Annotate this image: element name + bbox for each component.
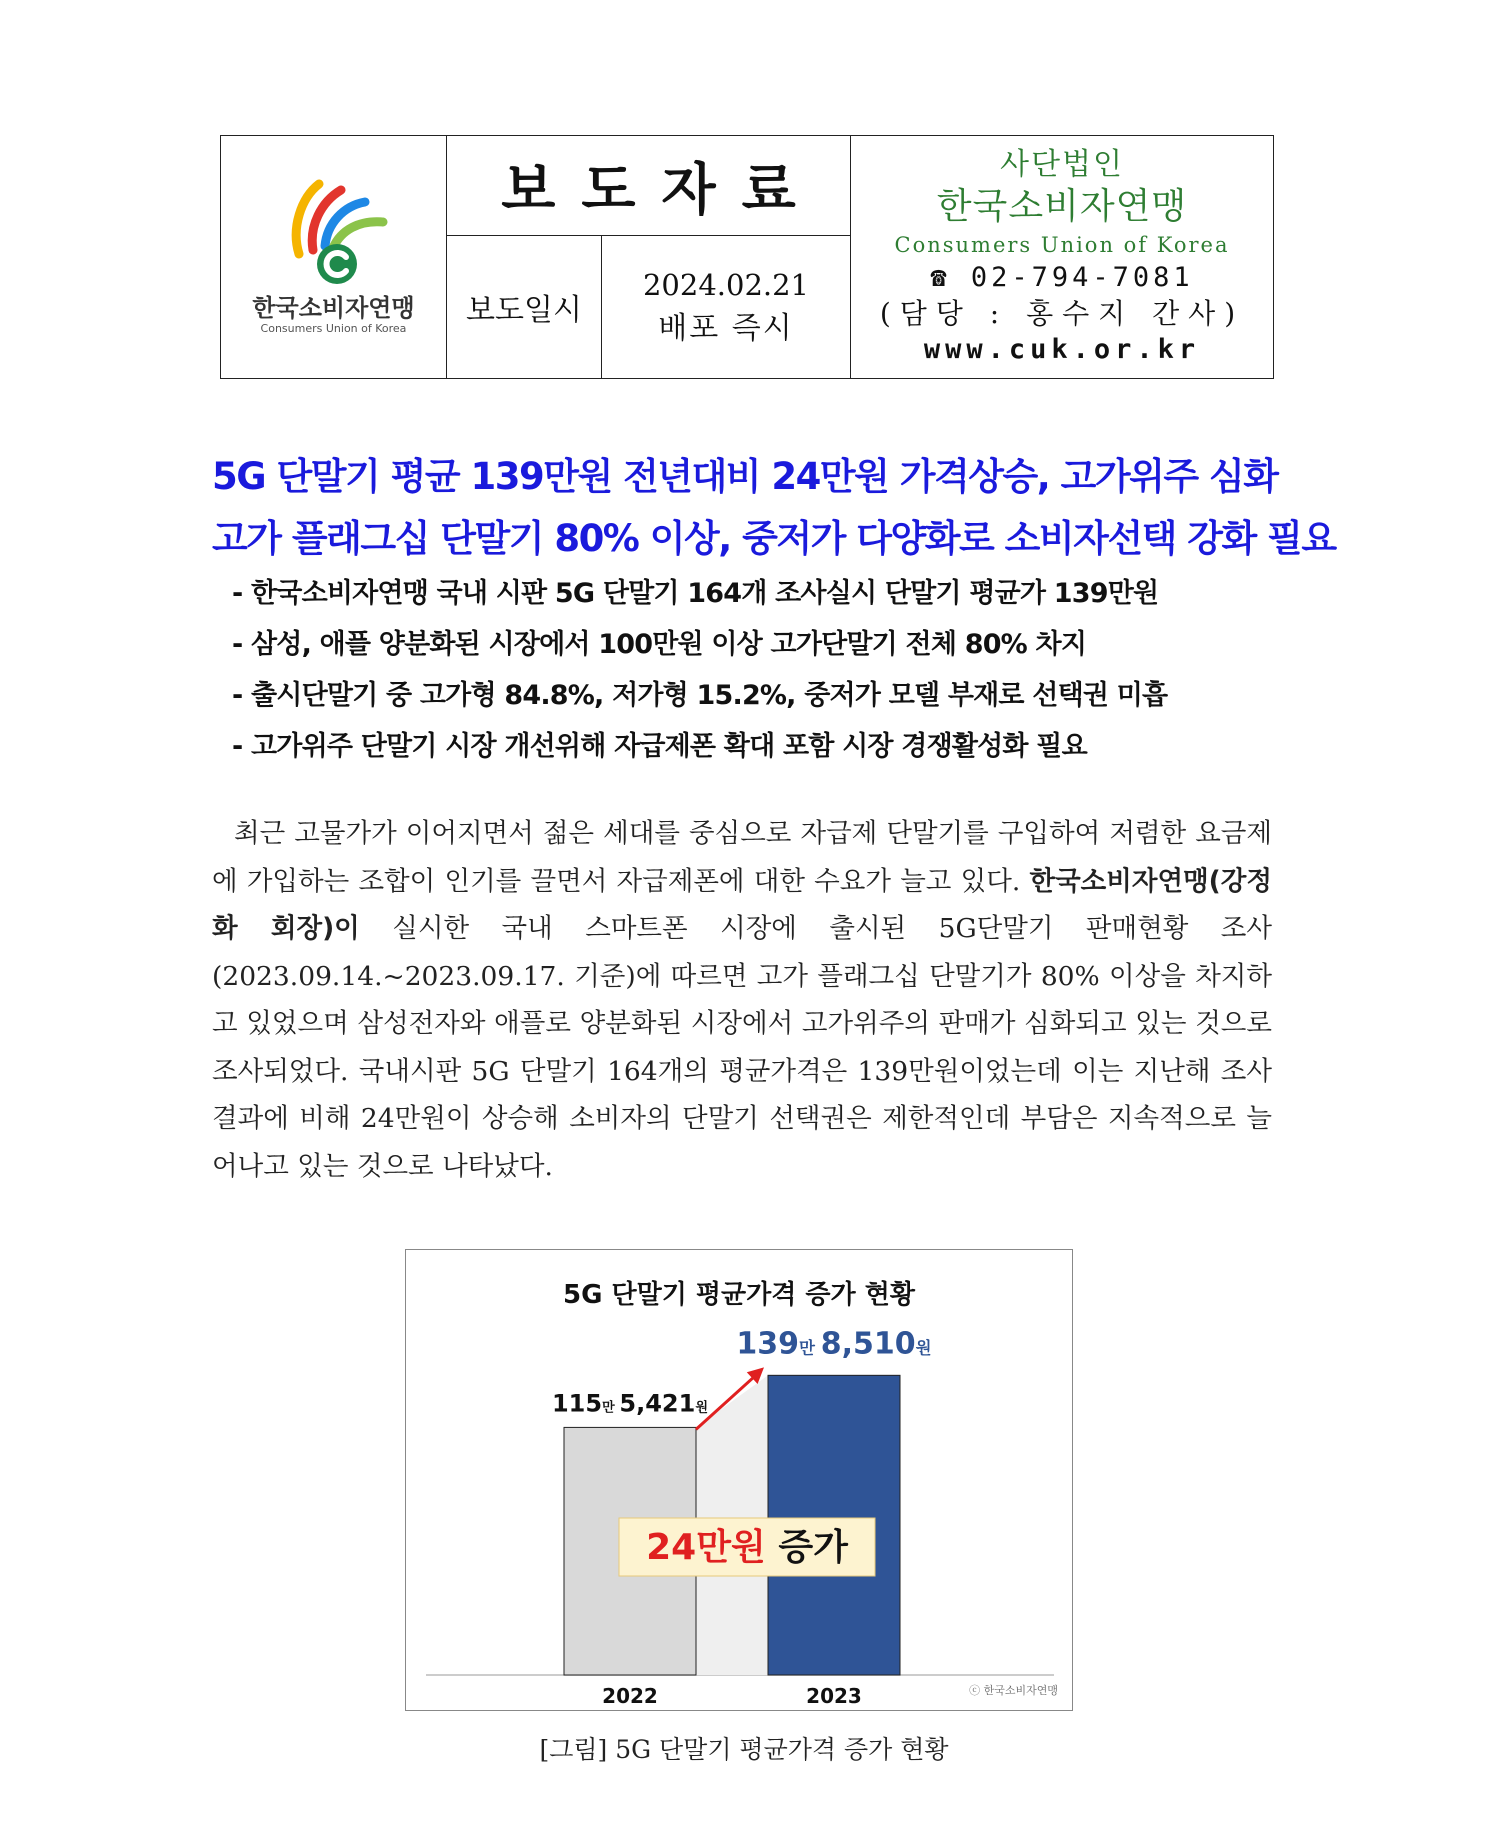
bullet-item: - 출시단말기 중 고가형 84.8%, 저가형 15.2%, 중저가 모델 부재로 선택권 미흡 [232,680,1168,711]
price-chart [405,1249,1073,1711]
chart-copyright: ⓒ 한국소비자연맹 [969,1684,1058,1697]
increase-amount: 24만원 [646,1527,779,1568]
title-cell [447,136,851,236]
logo-cell [221,136,447,378]
figure-caption: [그림] 5G 단말기 평균가격 증가 현황 [539,1735,949,1764]
website-link[interactable]: www.cuk.or.kr [923,334,1201,365]
release-date: 2024.02.21 [642,268,810,302]
bullet-item: - 삼성, 애플 양분화된 시장에서 100만원 이상 고가단말기 전체 80% 차지 [232,629,1087,660]
bullet-item: - 고가위주 단말기 시장 개선위해 자급제폰 확대 포함 시장 경쟁활성화 필요 [232,731,1087,762]
press-header-table [220,135,1274,379]
chart-title: 5G 단말기 평균가격 증가 현황 [563,1280,915,1310]
body-bold-org: 한국소비자연맹(강정화 회장)이 [212,865,1272,944]
org-type: 사단법인 [1000,147,1124,182]
data-label-part: 115 [551,1389,603,1418]
logo-name-en: Consumers Union of Korea [260,322,407,335]
data-label-part: 8,510 [820,1326,916,1362]
data-label-part: 원 [915,1338,932,1358]
increase-word: 증가 [778,1527,848,1568]
date-label: 보도일시 [466,293,582,328]
data-label-2022 [552,1389,708,1417]
data-label-part: 만 [602,1400,620,1416]
x-tick-label: 2023 [806,1684,862,1708]
body-paragraph [212,810,1272,1190]
logo-name-ko: 한국소비자연맹 [252,294,415,322]
date-cell [602,236,851,378]
headline-line-2: 고가 플래그십 단말기 80% 이상, 중저가 다양화로 소비자선택 강화 필요 [212,517,1336,560]
org-cell [851,136,1273,378]
data-label-part: 139 [736,1326,800,1362]
date-label-cell [447,236,602,378]
org-name-en: Consumers Union of Korea [894,233,1230,257]
phone-number: ☎ 02-794-7081 [930,262,1194,293]
data-label-2023 [736,1326,931,1361]
cuk-logo-icon [279,176,389,286]
distribution-note: 배포 즉시 [658,311,794,346]
data-label-part: 5,421 [619,1389,696,1418]
data-label-part: 만 [799,1338,821,1358]
org-name-ko: 한국소비자연맹 [936,186,1188,227]
bullet-item: - 한국소비자연맹 국내 시판 5G 단말기 164개 조사실시 단말기 평균가 139만원 [232,578,1159,609]
headline-line-1: 5G 단말기 평균 139만원 전년대비 24만원 가격상승, 고가위주 심화 [212,455,1278,498]
x-tick-label: 2022 [602,1684,658,1708]
chart-plot [406,1250,1074,1712]
summary-bullets [232,568,1272,772]
increase-annotation-text [646,1526,849,1568]
body-text-1: 최근 고물가가 이어지면서 젊은 세대를 중심으로 자급제 단말기를 구입하여 저렴한 요금제에 가입하는 조합이 인기를 끌면서 자급제폰에 대한 수요가 늘고 있다. [212,818,1272,897]
body-text-2: 실시한 국내 스마트폰 시장에 출시된 5G단말기 판매현황 조사(2023.09.14.~2023.09.17. 기준)에 따르면 고가 플래그십 단말기가 80% 이상을 차지하고 있었으며 삼성전자와 애플로 양분화된 시장에서 고가위주의 판매가 심화되고 있는 것으로 조사되었다. 국내시판 5G 단말기 164개의 평균가격은 139만원이었는데 이는 지난해 조사결과에 비해 24만원이 상승해 소비자의 단말기 선택권은 제한적인데 부담은 지속적으로 늘어나고 있는 것으로 나타났다. [212,913,1273,1182]
press-release-title: 보도자료 [501,156,822,223]
data-label-part: 원 [695,1400,709,1416]
contact-person: (담당 : 홍수지 간사) [879,297,1245,330]
